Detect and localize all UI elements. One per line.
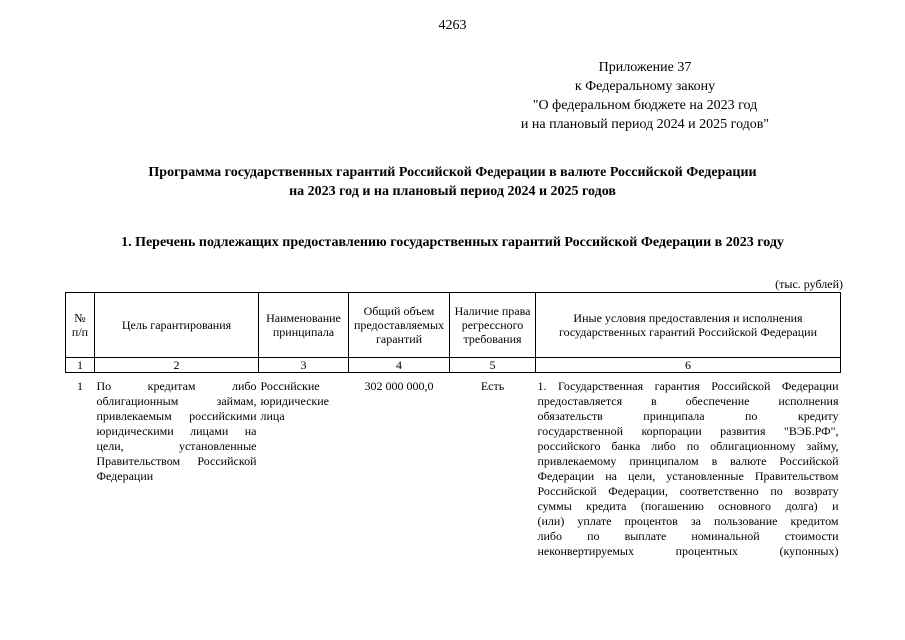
appendix-line: к Федеральному закону	[574, 79, 716, 94]
conditions-line: (или) уплате процентов за пользование кредитом	[537, 514, 839, 528]
principal-line: Российские	[260, 379, 320, 393]
column-number: 4	[349, 358, 450, 373]
header-principal: Наименование принципала	[259, 293, 349, 358]
conditions-line: Российской Федерации, соответственно по возврату	[537, 484, 839, 498]
page-number: 4263	[438, 18, 467, 33]
conditions-line: неконвертируемых процентных (купонных)	[537, 544, 839, 558]
purpose-line: юридическими лицами на	[96, 424, 257, 438]
row-regress: Есть	[480, 379, 505, 393]
purpose-line: цели, установленные	[96, 439, 257, 453]
column-number: 1	[66, 358, 95, 373]
table-row	[66, 373, 841, 561]
column-number: 5	[450, 358, 536, 373]
conditions-line: предоставляется в обеспечение исполнения	[537, 394, 839, 408]
appendix-reference	[480, 58, 810, 134]
row-amount: 302 000 000,0	[364, 379, 434, 393]
program-title-line: Программа государственных гарантий Российской Федерации в валюте Российской Федерации	[148, 165, 757, 180]
purpose-line: Федерации	[96, 469, 154, 483]
column-number: 3	[259, 358, 349, 373]
purpose-line: По кредитам либо	[96, 379, 257, 393]
units-note: (тыс. рублей)	[775, 277, 843, 291]
conditions-line: 1. Государственная гарантия Российской Федерации	[537, 379, 839, 393]
program-title	[0, 163, 905, 201]
header-conditions: Иные условия предоставления и исполнения государственных гарантий Российской Федерации	[536, 293, 841, 358]
header-purpose: Цель гарантирования	[95, 293, 259, 358]
appendix-line: и на плановый период 2024 и 2025 годов"	[520, 117, 770, 132]
principal-line: лица	[260, 409, 285, 423]
program-title-line: на 2023 год и на плановый период 2024 и 2025 годов	[289, 184, 616, 199]
guarantees-table	[65, 292, 841, 560]
header-regress: Наличие права регрессного требования	[450, 293, 536, 358]
conditions-line: российского банка либо по облигационному займу,	[537, 439, 839, 453]
section-title: 1. Перечень подлежащих предоставлению государственных гарантий Российской Федерации в 2023 году	[121, 235, 784, 250]
row-principal	[259, 373, 349, 561]
column-number: 2	[95, 358, 259, 373]
conditions-line: суммы кредита (погашению основного долга) и	[537, 499, 839, 513]
purpose-line: привлекаемым российскими	[96, 409, 257, 423]
principal-line: юридические	[260, 394, 329, 408]
row-conditions	[536, 373, 841, 561]
column-number: 6	[536, 358, 841, 373]
conditions-line: либо по выплате номинальной стоимости	[537, 529, 839, 543]
row-purpose	[95, 373, 259, 561]
conditions-line: обязательств принципала по кредиту	[537, 409, 839, 423]
conditions-line: привлекаемому принципалом в валюте Российской	[537, 454, 839, 468]
table-header-row	[66, 293, 841, 358]
row-number: 1	[77, 379, 83, 393]
header-amount: Общий объем предоставляемых гарантий	[349, 293, 450, 358]
conditions-line: государственной корпорации развития "ВЭБ.РФ",	[537, 424, 839, 438]
appendix-line: "О федеральном бюджете на 2023 год	[532, 98, 758, 113]
conditions-line: Федерации на цели, установленные Правительством	[537, 469, 839, 483]
purpose-line: Правительством Российской	[96, 454, 257, 468]
header-number: № п/п	[66, 293, 95, 358]
purpose-line: облигационным займам,	[96, 394, 257, 408]
appendix-line: Приложение 37	[598, 60, 692, 75]
column-numbers-row	[66, 358, 841, 373]
